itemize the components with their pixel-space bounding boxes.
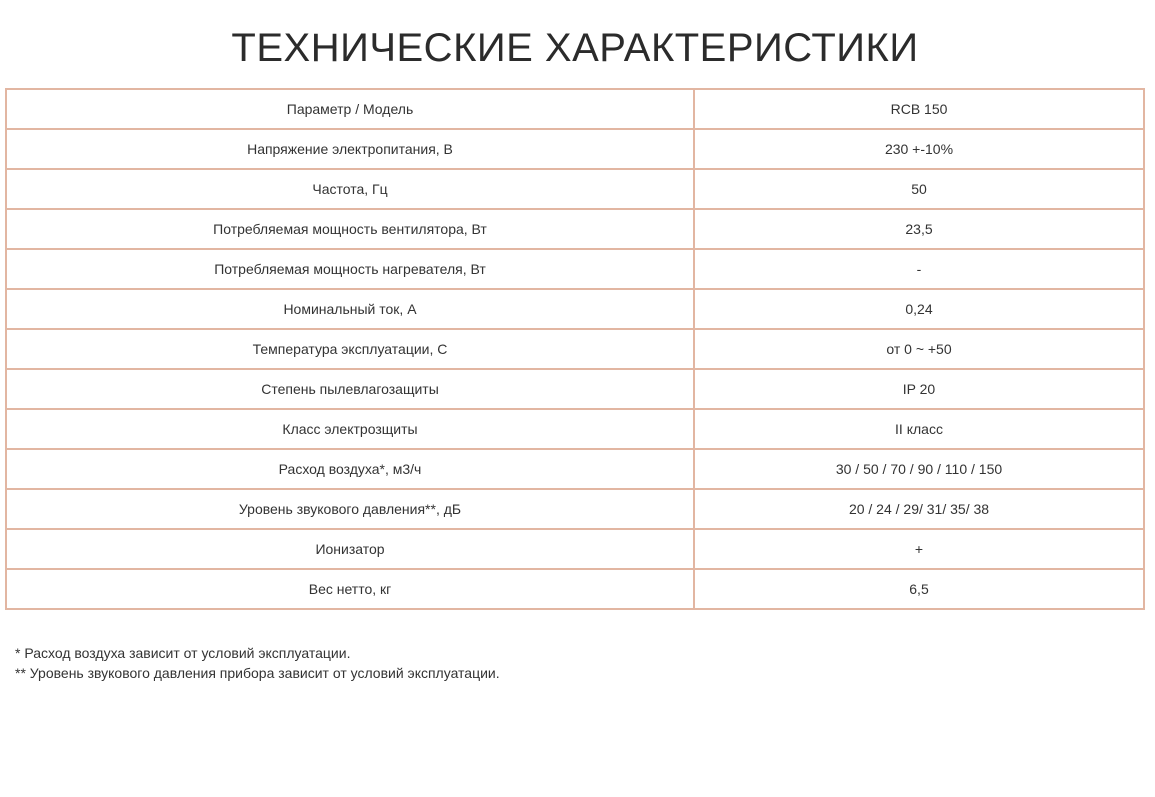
table-row — [6, 369, 1144, 409]
footnote-airflow: * Расход воздуха зависит от условий эксплуатации. — [15, 645, 351, 661]
page-title: ТЕХНИЧЕСКИЕ ХАРАКТЕРИСТИКИ — [231, 26, 919, 70]
param-cell: Вес нетто, кг — [6, 569, 694, 609]
param-cell: Параметр / Модель — [6, 89, 694, 129]
table-row — [6, 489, 1144, 529]
param-cell: Класс электрозщиты — [6, 409, 694, 449]
table-row — [6, 529, 1144, 569]
value-cell: 230 +-10% — [694, 129, 1144, 169]
value-cell: 30 / 50 / 70 / 90 / 110 / 150 — [694, 449, 1144, 489]
footnote-noise: ** Уровень звукового давления прибора зависит от условий эксплуатации. — [15, 665, 500, 681]
table-row — [6, 329, 1144, 369]
param-cell: Степень пылевлагозащиты — [6, 369, 694, 409]
value-cell: 20 / 24 / 29/ 31/ 35/ 38 — [694, 489, 1144, 529]
value-cell: 0,24 — [694, 289, 1144, 329]
param-cell: Потребляемая мощность вентилятора, Вт — [6, 209, 694, 249]
value-cell: II класс — [694, 409, 1144, 449]
value-cell: RCB 150 — [694, 89, 1144, 129]
param-cell: Ионизатор — [6, 529, 694, 569]
value-cell: 23,5 — [694, 209, 1144, 249]
param-cell: Расход воздуха*, м3/ч — [6, 449, 694, 489]
value-cell: + — [694, 529, 1144, 569]
param-cell: Потребляемая мощность нагревателя, Вт — [6, 249, 694, 289]
value-cell: 50 — [694, 169, 1144, 209]
param-cell: Уровень звукового давления**, дБ — [6, 489, 694, 529]
table-row — [6, 209, 1144, 249]
param-cell: Напряжение электропитания, В — [6, 129, 694, 169]
param-cell: Частота, Гц — [6, 169, 694, 209]
value-cell: - — [694, 249, 1144, 289]
table-row — [6, 409, 1144, 449]
table-header-row — [6, 89, 1144, 129]
table-row — [6, 169, 1144, 209]
table-row — [6, 249, 1144, 289]
value-cell: 6,5 — [694, 569, 1144, 609]
param-cell: Номинальный ток, А — [6, 289, 694, 329]
table-row — [6, 289, 1144, 329]
table-row — [6, 449, 1144, 489]
value-cell: от 0 ~ +50 — [694, 329, 1144, 369]
table-row — [6, 129, 1144, 169]
footnotes — [15, 643, 500, 683]
value-cell: IP 20 — [694, 369, 1144, 409]
specs-table — [5, 88, 1145, 610]
param-cell: Температура эксплуатации, С — [6, 329, 694, 369]
table-row — [6, 569, 1144, 609]
